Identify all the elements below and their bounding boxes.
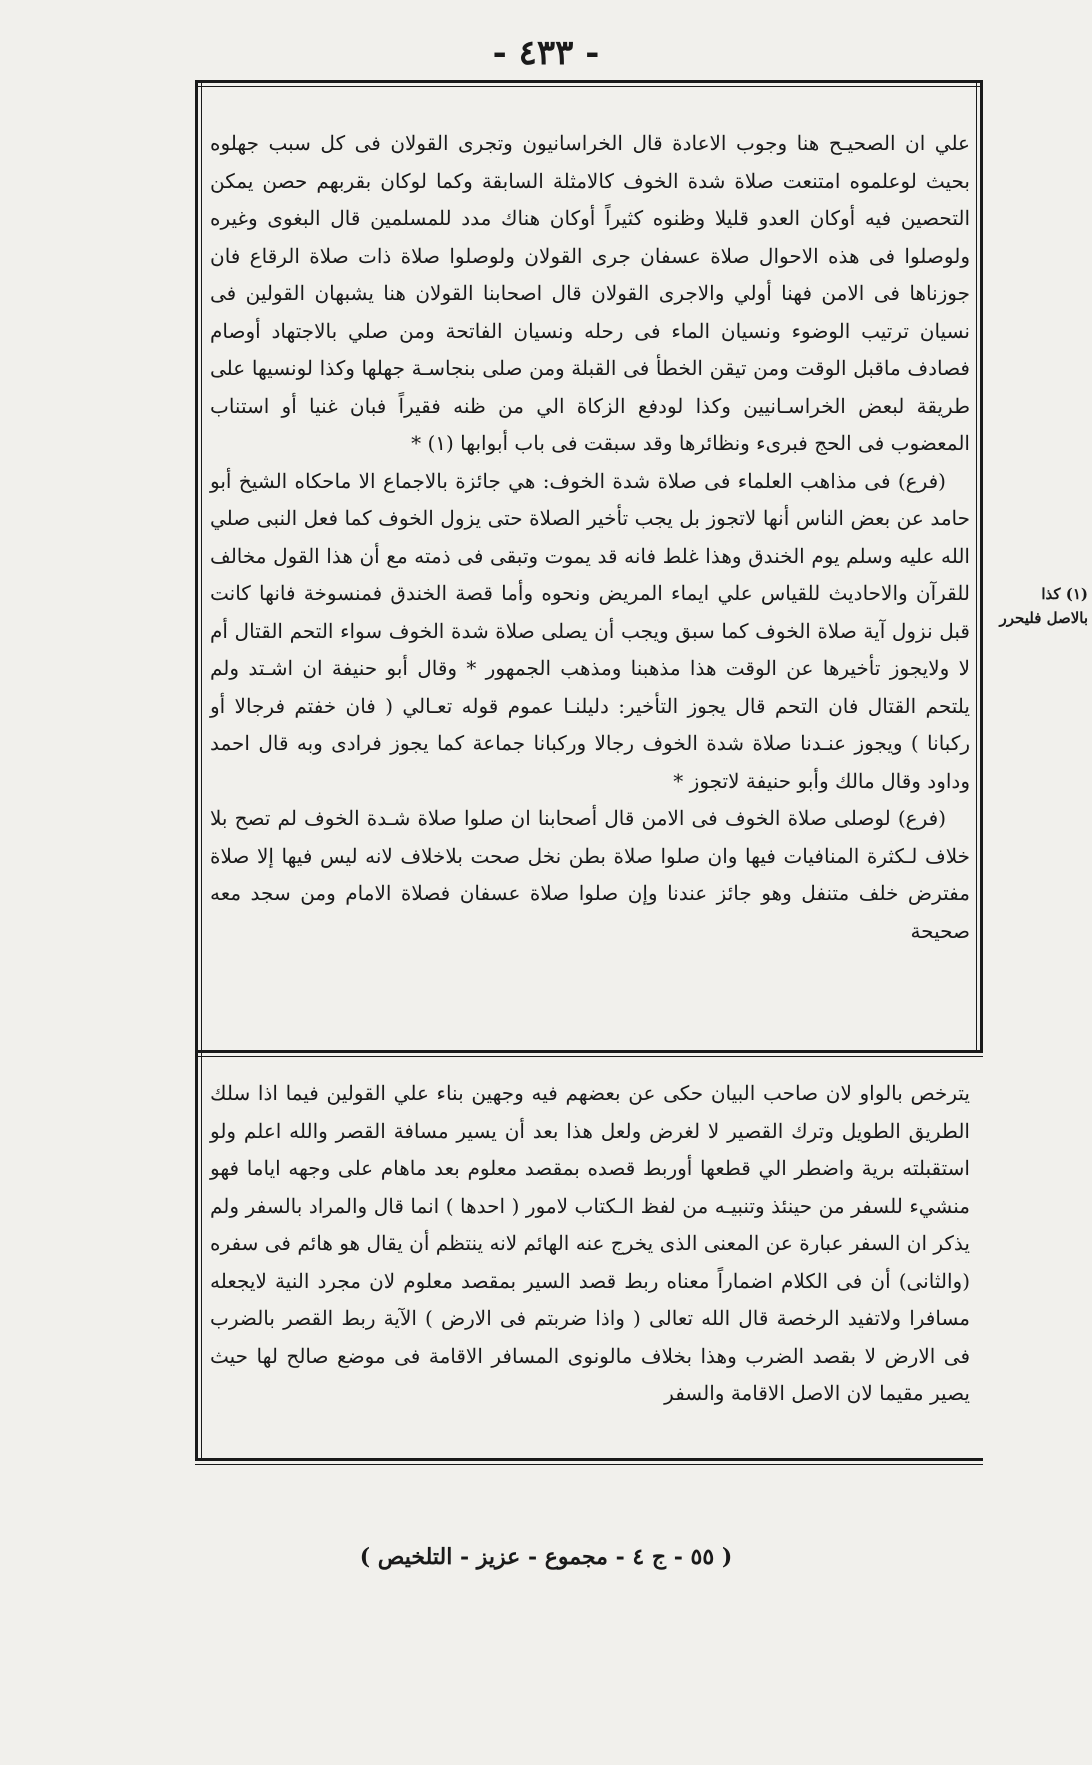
main-paragraph: علي ان الصحيـح هنا وجوب الاعادة قال الخراسانيون وتجرى القولان فى كل سبب جهلوه بحيث لوعلموه امتنعت صلاة شدة الخوف كالامثلة السابقة وكما لوكان بقربهم حصن يمكن التحصين فيه أوكان العدو قليلا وظنوه كثيراً أوكان هناك مدد للمسلمين قال البغوى وغيره ولوصلوا فى هذه الاحوال صلاة عسفان جرى القولان ولوصلوا صلاة ذات صلاة الرقاع فان جوزناها فى الامن فهنا أولي والاجرى القولان قال اصحابنا القولان هنا يشبهان القولين فى نسيان ترتيب الوضوء ونسيان الماء فى رحله ونسيان الفاتحة ومن صلي بالاجتهاد أوصام فصادف ماقبل الوقت ومن تيقن الخطأ فى القبلة ومن صلى بنجاسـة جهلها وكذا لونسيها على طريقة لبعض الخراسـانيين وكذا لودفع الزكاة الي من ظنه فقيراً فبان غنيا أو استناب المعضوب فى الحج فبرىء ونظائرها وقد سبقت فى باب أبوابها (١) * <box>210 131 971 455</box>
right-rule-inner <box>976 80 977 1050</box>
bottom-rule-inner <box>195 1464 983 1465</box>
bottom-rule <box>195 1458 983 1461</box>
main-paragraph: (فرع) لوصلى صلاة الخوف فى الامن قال أصحابنا ان صلوا صلاة شـدة الخوف لم تصح بلا خلاف لـكثرة المنافيات فيها وان صلوا صلاة بطن نخل صحت بلاخلاف لانه ليس فيها إلا صلاة مفترض خلف متنفل وهو جائز عندنا وإن صلوا صلاة عسفان فصلاة الامام ومن سجد معه صحيحة <box>210 806 970 943</box>
footnote-paragraph: يترخص بالواو لان صاحب البيان حكى عن بعضهم فيه وجهين بناء علي القولين فيما اذا سلك الطريق الطويل وترك القصير لا لغرض ولعل هذا بعد أن يسير مسافة القصر والله اعلم ولو استقبلته برية واضطر الي قطعها أوربط قصده بمقصد معلوم بعد ماهام على وجهه اياما فهو منشيء للسفر من حينئذ وتنبيـه من لفظ الـكتاب لامور ( احدها ) انما قال والمراد بالسفر ولم يذكر ان السفر عبارة عن المعنى الذى يخرج عنه الهائم لانه ينتظم أن يقال هو هائم فى سفره (والثانى) أن فى الكلام اضماراً معناه ربط قصد السير بمقصد معلوم لان مجرد النية لايجعله مسافرا ولاتفيد الرخصة قال الله تعالى ( واذا ضربتم فى الارض ) الآية ربط القصر بالضرب فى الارض لا بقصد الضرب وهذا بخلاف مالونوى المسافر الاقامة فى موضع صالح لها حيث يصير مقيما لان الاصل الاقامة والسفر <box>210 1081 970 1405</box>
page-signature: ( ٥٥ - ج ٤ - مجموع - عزيز - التلخيص ) <box>359 1544 733 1570</box>
main-text <box>210 125 970 950</box>
divider-rule <box>195 1050 983 1053</box>
top-rule <box>195 80 983 83</box>
footnote-text <box>210 1075 970 1413</box>
margin-note: (١) كذا بالاصل فليحرر <box>999 585 1088 627</box>
page-number: - ٤٣٣ - <box>492 33 600 73</box>
right-rule <box>980 80 983 1050</box>
left-rule-inner <box>201 80 202 1458</box>
divider-rule-inner <box>195 1056 983 1057</box>
main-paragraph: (فرع) فى مذاهب العلماء فى صلاة شدة الخوف: هي جائزة بالاجماع الا ماحكاه الشيخ أبو حامد عن بعض الناس أنها لاتجوز بل يجب تأخير الصلاة حتى يزول الخوف كما فعل النبى صلي الله عليه وسلم يوم الخندق وهذا غلط فانه قد يموت وتبقى فى ذمته مع أن هذا القول مخالف للقرآن والاحاديث للقياس علي ايماء المريض ونحوه وأما قصة الخندق فمنسوخة فانها كانت قبل نزول آية صلاة الخوف كما سبق ويجب أن يصلى صلاة شدة الخوف سواء التحم القتال أم لا ولايجوز تأخيرها عن الوقت هذا مذهبنا ومذهب الجمهور * وقال أبو حنيفة ان اشـتد ولم يلتحم القتال فان التحم قال يجوز التأخير: دليلنـا عموم قوله تعـالي ( فان خفتم فرجالا أو ركبانا ) ويجوز عنـدنا صلاة شدة الخوف رجالا وركبانا جماعة كما يجوز فرادى وبه قال احمد وداود وقال مالك وأبو حنيفة لاتجوز * <box>210 468 970 793</box>
top-rule-inner <box>195 86 983 87</box>
left-rule <box>195 80 198 1458</box>
